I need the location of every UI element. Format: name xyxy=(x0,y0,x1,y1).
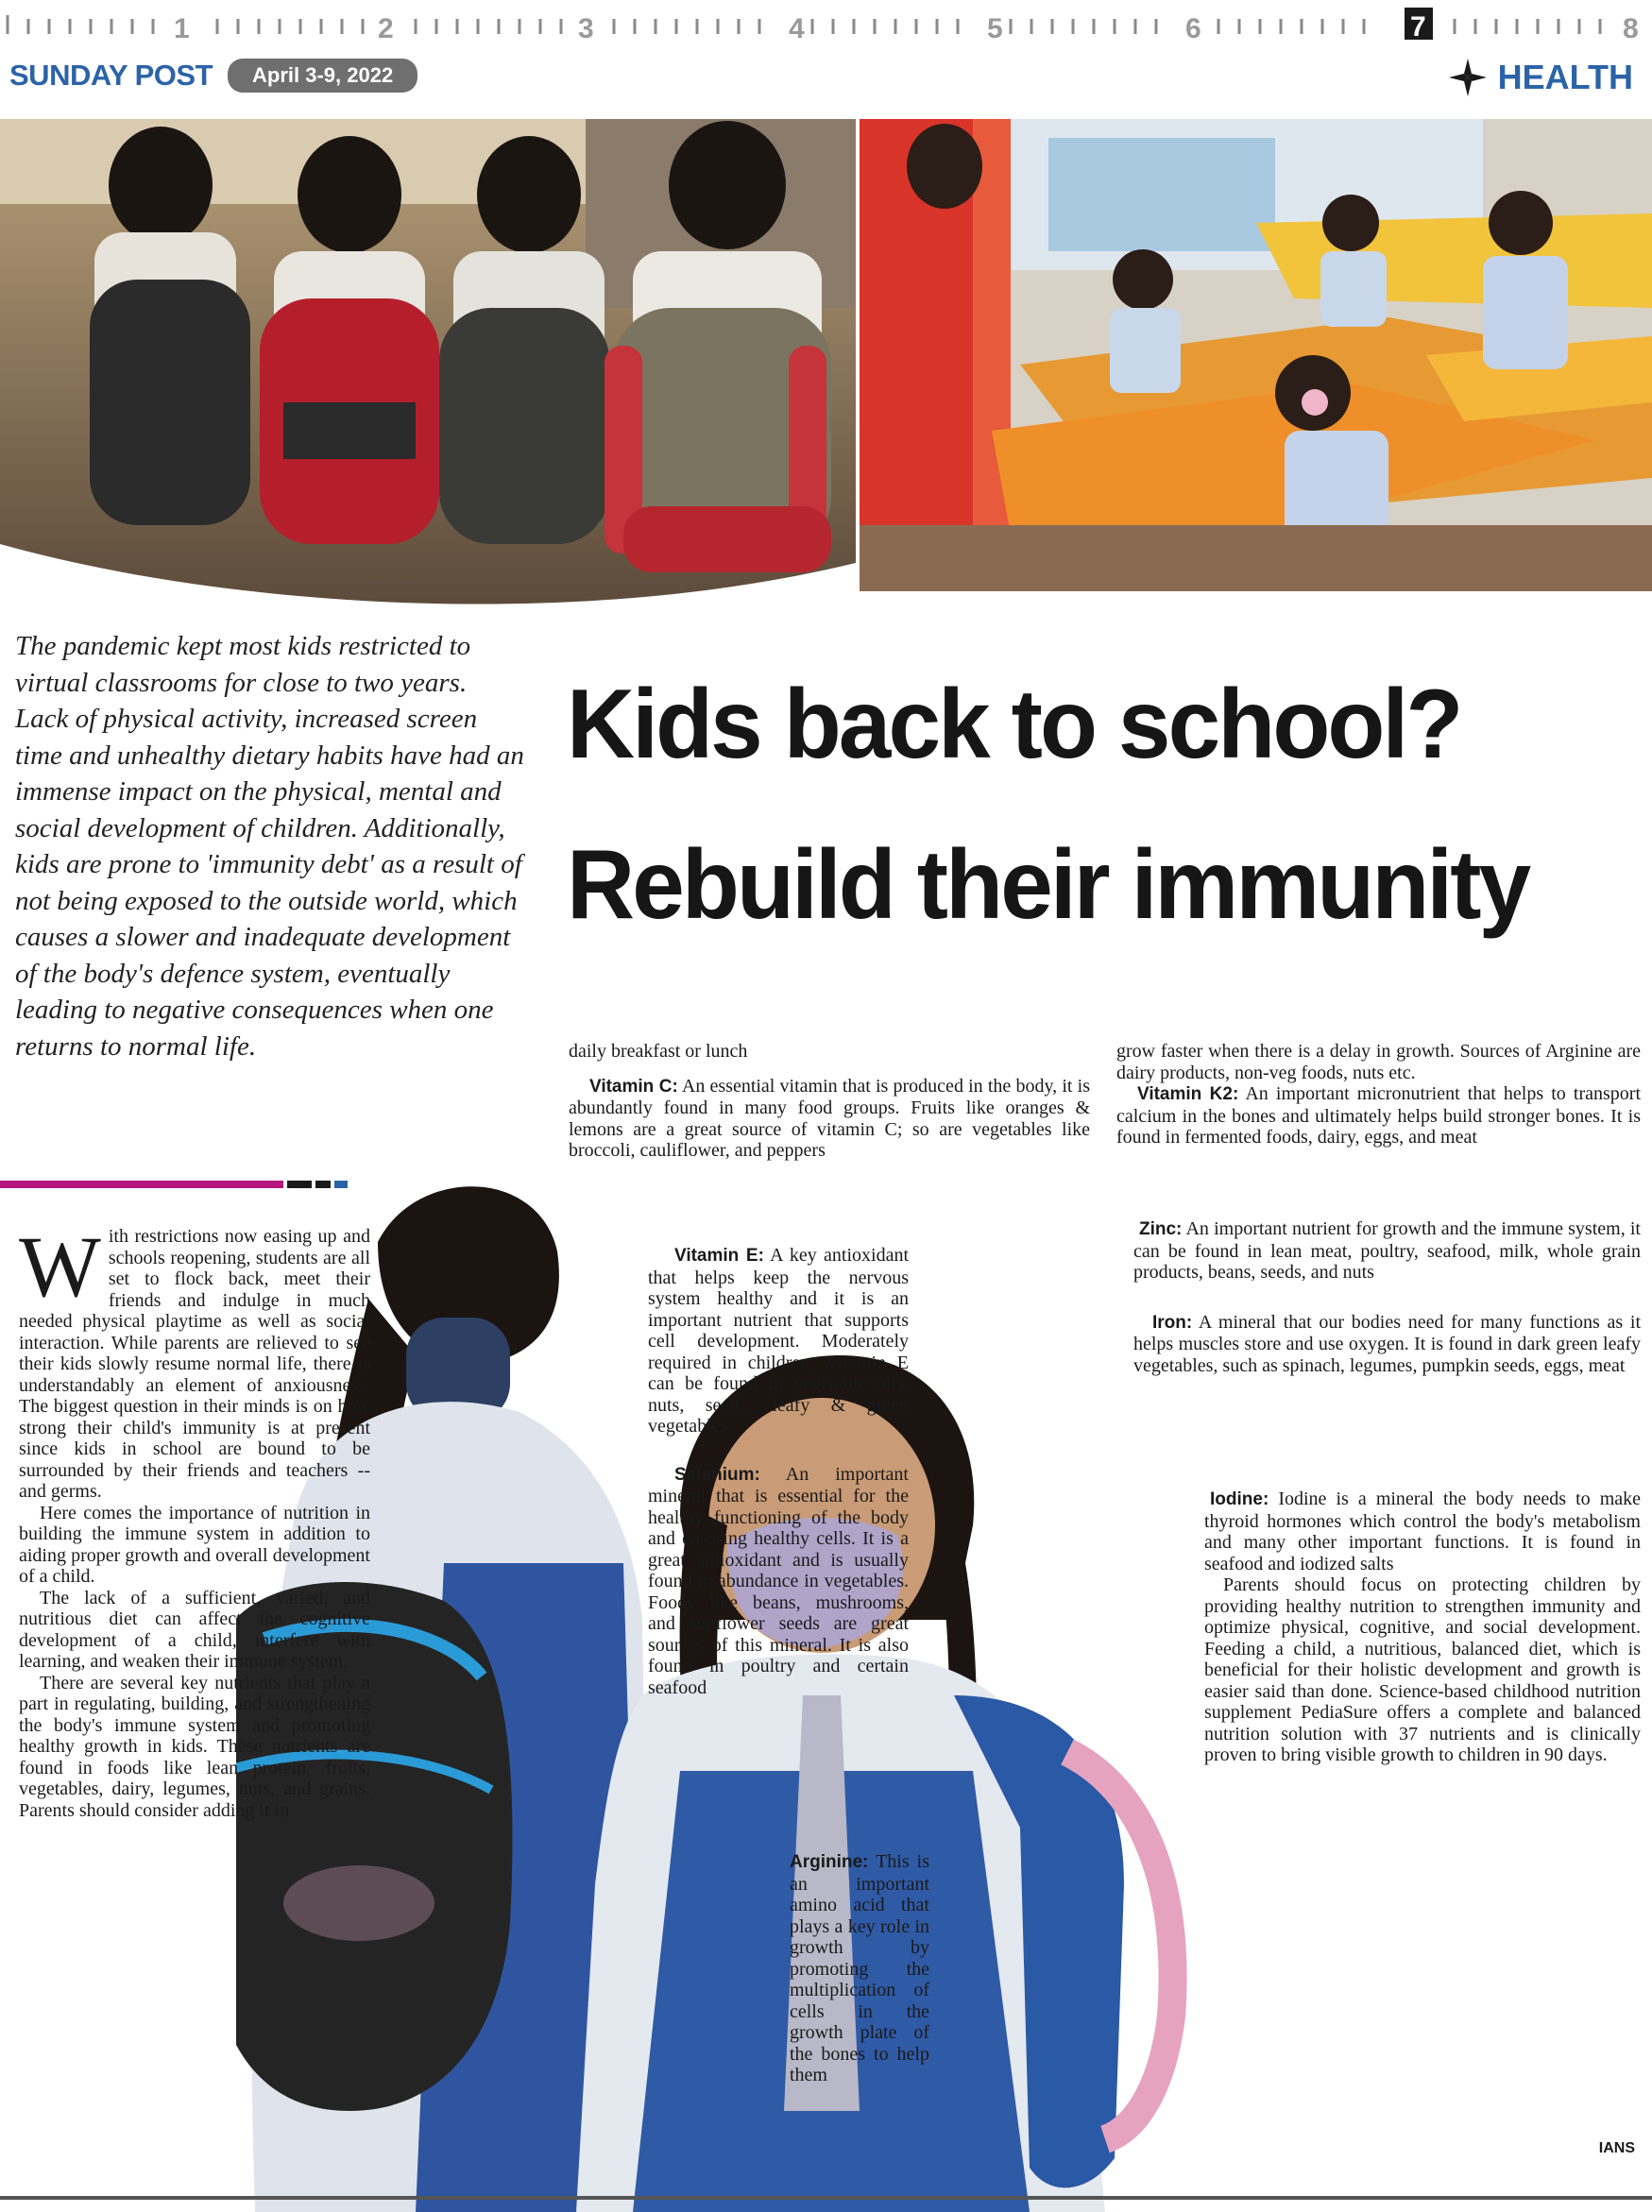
ruler-number: 8 xyxy=(1623,13,1639,43)
nutrient-label: Iodine: xyxy=(1210,1489,1269,1509)
ruler-number: 5 xyxy=(987,13,1003,43)
issue-date: April 3-9, 2022 xyxy=(228,59,417,93)
nutrient-text: A mineral that our bodies need for many functions as it helps muscles store and use oxygen. It is found in dark green leafy vegetables, such as spinach, legumes, pumpkin seeds, eggs, meat xyxy=(1133,1311,1641,1376)
body-paragraph: Here comes the importance of nutrition in building the immune system in addition to aiding proper growth and overall development of a child. xyxy=(19,1502,370,1587)
body-column-1 xyxy=(19,1218,370,1821)
nutrient-text: An important nutrient for growth and the immune system, it can be found in lean meat, poultry, seafood, milk, whole grain products, beans, seeds, and nuts xyxy=(1133,1218,1641,1283)
body-paragraph: daily breakfast or lunch xyxy=(569,1041,748,1062)
body-column-2b xyxy=(648,1245,909,1698)
publication-name: SUNDAY POST xyxy=(9,59,213,92)
headline-line-1: Kids back to school? xyxy=(567,670,1461,779)
ruler-number: 3 xyxy=(578,13,594,43)
nutrient-label: Vitamin E: xyxy=(674,1246,764,1266)
nutrient-label: Iron: xyxy=(1152,1312,1193,1333)
backpacks-photo xyxy=(0,119,856,610)
nutrient-label: Zinc: xyxy=(1139,1219,1183,1239)
nutrient-label: Arginine: xyxy=(790,1852,869,1872)
body-paragraph: There are several key nutrients that play a part in regulating, building, and strengthening the body's immune system and promoting healthy growth in kids. These nutrients are found in foods like lean protein, fruits, vegetables, dairy, legumes, nuts, and grains. Parents should consider adding it in xyxy=(19,1672,370,1821)
nutrient-text: An important micronutrient that helps to transport calcium in the bones and ultimately helps build stronger bones. It is found in fermented foods, dairy, eggs, and meat xyxy=(1116,1083,1642,1148)
masthead xyxy=(9,59,417,93)
ruler-number: 2 xyxy=(378,13,394,43)
body-paragraph: Parents should focus on protecting children by providing healthy nutrition to strengthen immunity and optimize physical, cognitive, and social development. Feeding a child, a nutritious, balanced diet, which is beneficial for their holistic development and growth is easier said than done. Science-based childhood nutrition supplement PediaSure offers a complete and balanced nutrition solution with 37 nutrients and is clinically proven to bring visible growth to children in 90 days. xyxy=(1204,1574,1641,1765)
credit: IANS xyxy=(1598,2140,1635,2156)
body-column-2 xyxy=(569,1041,1090,1162)
bottom-rule xyxy=(0,2196,1652,2200)
drop-cap: W xyxy=(19,1218,101,1315)
backpacks-image xyxy=(0,119,856,610)
nutrient-label: Vitamin K2: xyxy=(1137,1084,1239,1104)
ruler-current-page: 7 xyxy=(1410,11,1426,43)
nutrient-text: This is an important amino acid that plays a key role in growth by promoting the multiplication of cells in the growth plate of the bones to help them xyxy=(790,1851,929,2085)
body-column-3c xyxy=(1204,1489,1641,1766)
classroom-image xyxy=(860,119,1652,591)
body-paragraph: The lack of a sufficient, varied, and nutritious diet can affect the cognitive development of a child, interfere with learning, and weaken their immune system. xyxy=(19,1587,370,1672)
section-label: HEALTH xyxy=(1497,58,1633,96)
section-header xyxy=(1447,57,1633,98)
body-column-3b xyxy=(1133,1218,1641,1376)
standfirst: The pandemic kept most kids restricted to virtual classrooms for close to two years. Lack of physical activity, increased screen time and unhealthy dietary habits have had an immense impact on the physical, mental and social development of children. Additionally, kids are prone to 'immunity debt' as a result of not being exposed to the outside world, which causes a slower and inadequate development of the body's defence system, eventually leading to negative consequences when one returns to normal life. xyxy=(15,631,524,1062)
nutrient-label: Selenium: xyxy=(674,1464,760,1485)
ruler-number: 6 xyxy=(1185,13,1201,43)
nutrient-text: An essential vitamin that is produced in the body, it is abundantly found in many food groups. Fruits like oranges & lemons are a great source of vitamin C; so are vegetables like broccoli, cauliflower, and peppers xyxy=(569,1075,1090,1161)
body-paragraph: grow faster when there is a delay in growth. Sources of Arginine are dairy products, non-veg foods, nuts etc. xyxy=(1116,1041,1641,1083)
body-column-2c xyxy=(790,1851,929,2086)
compass-star-icon xyxy=(1447,57,1489,98)
nutrient-text: Iodine is a mineral the body needs to make thyroid hormones which control the body's metabolism and many other important functions. It is found in seafood and iodized salts xyxy=(1204,1489,1642,1574)
classroom-photo xyxy=(860,119,1652,591)
nutrient-text: A key antioxidant that helps keep the nervous system healthy and it is an important nutrient that supports cell development. Moderately required in children, Vitamin E can be found in vegetable oils, nuts, seeds, leafy & green vegetables xyxy=(648,1245,910,1437)
body-column-3 xyxy=(1116,1041,1641,1149)
nutrient-text: An important mineral that is essential for the healthy functioning of the body and ensuring healthy cells. It is a great antioxidant and is usually found in abundance in vegetables. Foods like beans, mushrooms, and sunflower seeds are great sources of this mineral. It is also found in poultry and certain seafood xyxy=(648,1463,909,1698)
body-paragraph: ith restrictions now easing up and schools reopening, students are all set to flock back, meet their friends and indulge in much needed physical playtime as well as social interaction. While parents are relieved to see their kids slowly resume normal life, there is understandably an element of anxiousness. The biggest question in their minds is on how strong their child's immunity is at present since kids in school are bound to be surrounded by their friends and teachers -- and germs. xyxy=(19,1226,370,1502)
nutrient-label: Vitamin C: xyxy=(589,1076,678,1097)
page-ruler xyxy=(0,0,1652,43)
ruler-number: 4 xyxy=(789,13,805,43)
ruler-number: 1 xyxy=(174,13,190,43)
headline-line-2: Rebuild their immunity xyxy=(567,830,1529,940)
